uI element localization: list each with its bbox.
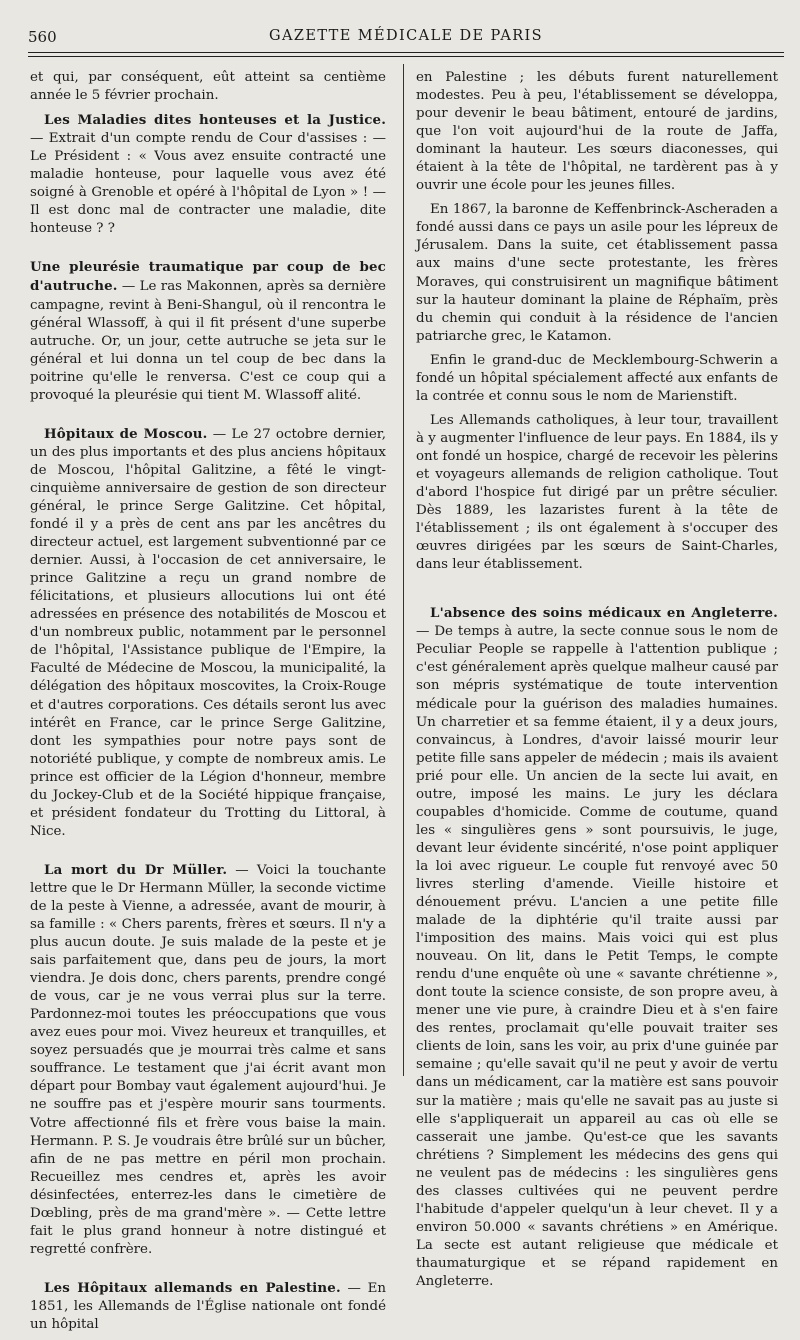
article-text: — En 1851, les Allemands de l'Église nationale ont fondé un hôpital [30,1280,386,1332]
header-rule-thin [28,56,784,57]
article-angleterre [416,604,778,1291]
article-text: — Le ras Makonnen, après sa dernière campagne, revint à Beni-Shangul, où il rencontra le général Wlassoff, à qui il fit présent d'une superbe autruche. Or, un jour, cette autruche se jeta sur le général et lui donna un tel coup de bec dans la poitrine qu'elle le renversa. C'est ce coup qui a provoqué la pleurésie qui tient M. Wlassoff alité. [30,279,386,403]
page-number: 560 [28,28,57,46]
article-maladies [30,111,386,238]
continuation-paragraph: et qui, par conséquent, eût atteint sa centième année le 5 février prochain. [30,70,386,104]
article-text: — Extrait d'un compte rendu de Cour d'assises : — Le Président : « Vous avez ensuite contracté une maladie honteuse, pour laquelle vous avez été soigné à Grenoble et opéré à l'hôpital de Lyon » ! — Il est donc mal de contracter une maladie, dite honteuse ? ? [30,131,386,237]
allemands-paragraph-1: en Palestine ; les débuts furent naturellement modestes. Peu à peu, l'établissement se développa, pour devenir le beau bâtiment, entouré de jardins, que l'on voit aujourd'hui de la route de Jaffa, dominant la hauteur. Les sœurs diaconesses, qui étaient à la tête de l'hôpital, ne tardèrent pas à y ouvrir une école pour les jeunes filles. [416,70,778,194]
article-title: Une pleurésie traumatique par coup de bec d'autruche. [30,259,386,295]
article-title: La mort du Dr Müller. [44,861,228,878]
article-title: L'absence des soins médicaux en Angleterre. [430,605,778,622]
right-column [416,69,778,1297]
column-divider [403,64,404,1076]
article-title: Hôpitaux de Moscou. [44,425,208,442]
running-title: GAZETTE MÉDICALE DE PARIS [269,28,543,44]
allemands-paragraph-2: En 1867, la baronne de Keffenbrinck-Ascheraden a fondé aussi dans ce pays un asile pour les lépreux de Jérusalem. Dans la suite, cet établissement passa aux mains d'une secte protestante, les frères Moraves, qui construisirent un magnifique bâtiment sur la hauteur dominant la plaine de Réphaïm, près du chemin qui conduit à la résidence de l'ancien patriarche grec, le Katamon. [416,202,778,344]
article-text: — Le 27 octobre dernier, un des plus importants et des plus anciens hôpitaux de Moscou, l'hôpital Galitzine, a fêté le vingt-cinquième anniversaire de gestion de son directeur général, le prince Serge Galitzine. Cet hôpital, fondé il y a près de cent ans par les ancêtres du directeur actuel, est largement subventionné par ce dernier. Aussi, à l'occasion de cet anniversaire, le prince Galitzine a reçu un grand nombre de félicitations, et plusieurs allocutions lui ont été adressées en présence des notabilités de Moscou et d'un nombreux public, notamment par le personnel de l'hôpital, l'Assistance publique de l'Empire, la Faculté de Médecine de Moscou, la municipalité, la délégation des hôpitaux moscovites, la Croix-Rouge et d'autres corporations. Ces détails seront lus avec intérêt en France, car le prince Serge Galitzine, dont les sympathies pour notre pays sont de notoriété publique, y compte de nombreux amis. Le prince est officier de la Légion d'honneur, membre du Jockey-Club et de la Société hippique française, et président fondateur du Trotting du Littoral, à Nice. [30,426,386,839]
header-rule-thick [28,52,784,53]
article-moscou [30,425,386,841]
allemands-paragraph-4: Les Allemands catholiques, à leur tour, travaillent à y augmenter l'influence de leur pays. En 1884, ils y ont fondé un hospice, chargé de recevoir les pèlerins et voyageurs allemands de religion catholique. Tout d'abord l'hospice fut dirigé par un prêtre séculier. Dès 1889, les lazaristes furent à la tête de l'établissement ; ils ont également à s'occuper des œuvres dirigées par les sœurs de Saint-Charles, dans leur établissement. [416,412,778,573]
page-header [28,26,784,48]
article-title: Les Hôpitaux allemands en Palestine. [44,1279,341,1296]
left-column [30,69,386,1340]
allemands-paragraph-3: Enfin le grand-duc de Mecklembourg-Schwerin a fondé un hôpital spécialement affecté aux enfants de la contrée et connu sous le nom de Marienstift. [416,352,778,404]
article-allemands [30,1279,386,1334]
article-title: Les Maladies dites honteuses et la Justice. [44,112,386,129]
article-text: — De temps à autre, la secte connue sous le nom de Peculiar People se rappelle à l'attention publique ; c'est généralement après quelque malheur causé par son mépris systématique de toute intervention médicale pour la guérison des maladies humaines. Un charretier et sa femme étaient, il y a deux jours, convaincus, à Londres, d'avoir laissé mourir leur petite fille sans appeler de médecin ; mais ils avaient prié pour elle. Un ancien de la secte lui avait, en outre, imposé les mains. Le jury les déclara coupables d'homicide. Comme de coutume, quand les « singulières gens » sont poursuivis, le juge, devant leur évidente sincérité, n'ose point appliquer la loi avec rigueur. Le couple fut renvoyé avec 50 livres sterling d'amende. Vieille histoire et dénouement prévu. L'ancien a une petite fille malade de la diphtérie qu'il traite aussi par l'imposition des mains. Mais voici qui est plus nouveau. On lit, dans le Petit Temps, le compte rendu d'une enquête où une « savante chrétienne », dont toute la science consiste, de son propre aveu, à mener une vie pure, à craindre Dieu et à s'en faire des rentes, proclamait qu'elle pouvait traiter ses clients de loin, sans les voir, au prix d'une guinée par semaine ; qu'elle savait qu'il ne peut y avoir de vertu dans un médicament, car la matière est sans pouvoir sur la matière ; mais qu'elle ne savait pas au juste si elle s'appliquerait un appareil au cas où elle se casserait une jambe. Qu'est-ce que les savants chrétiens ? Simplement les médecins des gens qui ne veulent pas de médecins : les singulières gens des classes cultivées qui ne peuvent perdre l'habitude d'appeler quelqu'un à leur chevet. Il y a environ 50.000 « savants chrétiens » en Amérique. La secte est autant religieuse que médicale et thaumaturgique et se répand rapidement en Angleterre. [416,624,778,1289]
article-pleuresie [30,258,386,404]
article-muller [30,861,386,1259]
article-text: — Voici la touchante lettre que le Dr Hermann Müller, la seconde victime de la peste à Vienne, a adressée, avant de mourir, à sa famille : « Chers parents, frères et sœurs. Il n'y a plus aucun doute. Je suis malade de la peste et je sais parfaitement que, dans peu de jours, la mort viendra. Je dois donc, chers parents, prendre congé de vous, car je ne vous verrai plus sur la terre. Pardonnez-moi toutes les préoccupations que vous avez eues pour moi. Vivez heureux et tranquilles, et soyez persuadés que je mourrai très calme et sans souffrance. Le testament que j'ai écrit avant mon départ pour Bombay vaut également aujourd'hui. Je ne souffre pas et j'espère mourir sans tourments. Votre affectionné fils et frère vous baise la main. Hermann. P. S. Je voudrais être brûlé sur un bûcher, afin de ne pas mettre en péril mon prochain. Recueillez mes cendres et, après les avoir désinfectées, enterrez-les dans le cimetière de Dœbling, près de ma grand'mère ». — Cette lettre fait le plus grand honneur à notre distingué et regretté confrère. [30,862,386,1257]
